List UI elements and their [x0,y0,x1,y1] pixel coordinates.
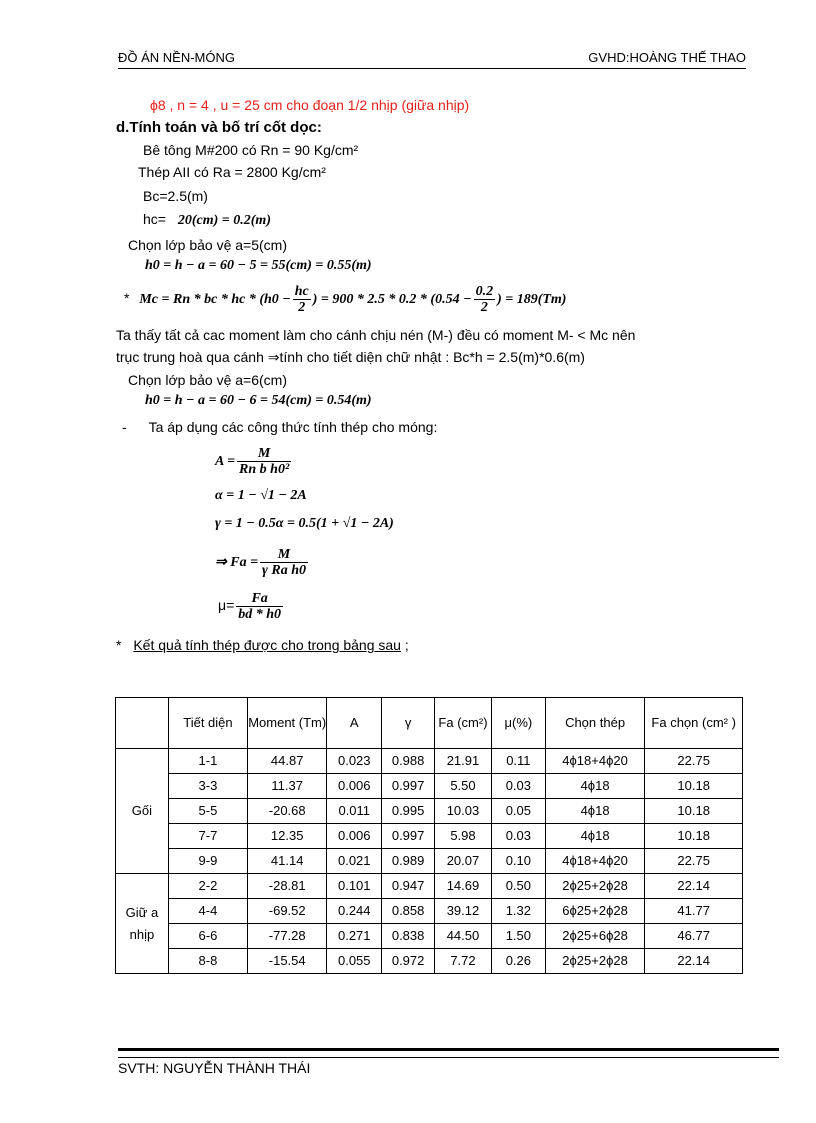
mc-star: * [124,290,130,306]
header-A: A [327,698,382,749]
header-empty-cell [116,698,169,749]
cover-choice-2: Chọn lớp bảo vệ a=6(cm) [128,372,287,388]
formula-Fa-fraction [260,547,308,578]
table-row [116,799,743,824]
table-cell: 8-8 [168,949,247,974]
formula-A-lhs: A = [215,454,236,469]
section-title: d.Tính toán và bố trí cốt dọc: [116,119,322,136]
formula-Fa-lhs: ⇒ Fa = [215,555,259,570]
table-cell: 1.50 [491,924,545,949]
mc-fraction-1-num: hc [294,283,309,299]
formula-mu [218,585,285,625]
table-cell: 0.006 [327,824,382,849]
header-section: Tiết diện [168,698,247,749]
table-cell: 44.50 [435,924,492,949]
apply-dash: - [122,419,127,435]
table-cell: 0.997 [382,824,435,849]
hc-label: hc= [143,211,166,227]
mc-fraction-2-num: 0.2 [475,283,494,299]
formula-mu-num: Fa [236,591,283,607]
table-cell: 12.35 [248,824,327,849]
table-cell: 2ϕ25+6ϕ28 [545,924,645,949]
stirrup-spec-line: ϕ8 , n = 4 , u = 25 cm cho đoạn 1/2 nhịp (giữa nhịp) [150,97,470,113]
formula-mu-lhs: μ= [218,597,235,613]
table-cell: 0.023 [327,749,382,774]
table-row [116,874,743,899]
table-cell: 0.03 [491,774,545,799]
apply-line [122,418,437,436]
concrete-spec: Bê tông M#200 có Rn = 90 Kg/cm² [143,142,359,158]
table-cell: 10.18 [645,799,743,824]
table-cell: 0.055 [327,949,382,974]
table-cell: 0.021 [327,849,382,874]
table-cell: -28.81 [248,874,327,899]
formula-alpha: α = 1 − √1 − 2A [215,488,307,503]
header-Fa: Fa (cm²) [435,698,492,749]
result-note-line [116,636,409,654]
table-cell: 4ϕ18+4ϕ20 [545,849,645,874]
mc-fraction-1 [293,284,311,315]
table-cell: 5.50 [435,774,492,799]
hc-line [143,210,271,230]
formula-A [215,442,293,482]
table-row [116,899,743,924]
header-chosen-steel: Chọn thép [545,698,645,749]
table-cell: 22.14 [645,949,743,974]
table-row [116,949,743,974]
steel-results-table [115,697,743,974]
formula-A-den: Rn b h0² [239,462,290,478]
steel-spec: Thép AII có Ra = 2800 Kg/cm² [138,164,326,180]
table-row [116,824,743,849]
formula-Fa-den: γ Ra h0 [262,563,306,579]
table-cell: 5.98 [435,824,492,849]
table-cell: 0.03 [491,824,545,849]
table-cell: 0.101 [327,874,382,899]
table-row [116,749,743,774]
table-cell: 14.69 [435,874,492,899]
paragraph-line-2: trục trung hoà qua cánh ⇒tính cho tiết diện chữ nhật : Bc*h = 2.5(m)*0.6(m) [116,349,585,365]
header-moment: Moment (Tm) [248,698,327,749]
h0-equation-1: h0 = h − a = 60 − 5 = 55(cm) = 0.55(m) [145,258,372,273]
table-cell: 0.05 [491,799,545,824]
table-cell: 10.03 [435,799,492,824]
table-cell: 0.011 [327,799,382,824]
table-cell: 4ϕ18 [545,799,645,824]
table-row [116,849,743,874]
group-label: Giữ a nhịp [116,874,169,974]
table-cell: 39.12 [435,899,492,924]
formula-Fa-num: M [260,547,308,563]
table-cell: -77.28 [248,924,327,949]
table-cell: -15.54 [248,949,327,974]
table-cell: 21.91 [435,749,492,774]
group-label: Gối [116,749,169,874]
table-cell: 4ϕ18 [545,824,645,849]
table-cell: 41.14 [248,849,327,874]
table-cell: 0.11 [491,749,545,774]
table-cell: 4ϕ18+4ϕ20 [545,749,645,774]
table-cell: 41.77 [645,899,743,924]
table-cell: 22.75 [645,749,743,774]
apply-text: Ta áp dụng các công thức tính thép cho móng: [148,419,438,435]
table-cell: 0.947 [382,874,435,899]
cover-choice-1: Chọn lớp bảo vệ a=5(cm) [128,237,287,253]
table-cell: 1.32 [491,899,545,924]
formula-mu-den: bd * h0 [238,606,282,622]
table-cell: 46.77 [645,924,743,949]
table-cell: 0.006 [327,774,382,799]
table-cell: 2ϕ25+2ϕ28 [545,874,645,899]
mc-equation [124,283,566,315]
table-cell: 0.995 [382,799,435,824]
header-instructor: GVHD:HOÀNG THẾ THAO [588,50,746,65]
mc-right: ) = 189(Tm) [497,292,567,307]
result-note-tail: ; [404,637,409,653]
formula-A-fraction [237,446,291,477]
table-cell: 0.244 [327,899,382,924]
hc-equation: 20(cm) = 0.2(m) [177,213,271,228]
table-header-row [116,698,743,749]
table-cell: 10.18 [645,774,743,799]
formula-gamma: γ = 1 − 0.5α = 0.5(1 + √1 − 2A) [215,516,394,531]
table-cell: 0.997 [382,774,435,799]
header-project-title: ĐỒ ÁN NỀN-MÓNG [118,50,235,65]
mc-middle: ) = 900 * 2.5 * 0.2 * (0.54 − [312,292,472,307]
table-cell: 2ϕ25+2ϕ28 [545,949,645,974]
table-cell: 0.271 [327,924,382,949]
table-cell: -69.52 [248,899,327,924]
header-mu: μ(%) [491,698,545,749]
h0-equation-2: h0 = h − a = 60 − 6 = 54(cm) = 0.54(m) [145,393,372,408]
header-gamma: γ [382,698,435,749]
table-cell: 5-5 [168,799,247,824]
formula-A-num: M [237,446,291,462]
table-cell: 3-3 [168,774,247,799]
table-cell: 9-9 [168,849,247,874]
formula-mu-fraction [236,591,283,622]
table-cell: 22.14 [645,874,743,899]
table-cell: 0.50 [491,874,545,899]
table-cell: 4-4 [168,899,247,924]
footer-student: SVTH: NGUYỄN THÀNH THÁI [118,1060,311,1076]
mc-fraction-2-den: 2 [480,299,488,315]
table-cell: 0.858 [382,899,435,924]
table-cell: 7.72 [435,949,492,974]
table-row [116,924,743,949]
table-cell: 0.989 [382,849,435,874]
table-cell: -20.68 [248,799,327,824]
footer-rule [118,1048,779,1058]
table-cell: 2-2 [168,874,247,899]
bc-value: Bc=2.5(m) [143,188,208,204]
table-cell: 0.838 [382,924,435,949]
table-cell: 20.07 [435,849,492,874]
formula-Fa [215,543,310,583]
table-cell: 0.988 [382,749,435,774]
table-cell: 4ϕ18 [545,774,645,799]
table-cell: 0.972 [382,949,435,974]
table-cell: 1-1 [168,749,247,774]
mc-left: Mc = Rn * bc * hc * (h0 − [139,292,291,307]
mc-fraction-2 [474,284,496,315]
table-cell: 22.75 [645,849,743,874]
table-cell: 0.26 [491,949,545,974]
table-cell: 6ϕ25+2ϕ28 [545,899,645,924]
table-cell: 10.18 [645,824,743,849]
table-cell: 11.37 [248,774,327,799]
table-cell: 44.87 [248,749,327,774]
table-row [116,774,743,799]
mc-fraction-1-den: 2 [298,299,306,315]
table-cell: 6-6 [168,924,247,949]
table-cell: 0.10 [491,849,545,874]
page-header [118,50,746,69]
result-star: * [116,637,122,653]
result-note: Kết quả tính thép được cho trong bảng sau [133,637,401,653]
header-Fa-chosen: Fa chọn (cm² ) [645,698,743,749]
paragraph-line-1: Ta thấy tất cả cac moment làm cho cánh chịu nén (M-) đều có moment M- < Mc nên [116,327,636,343]
table-cell: 7-7 [168,824,247,849]
